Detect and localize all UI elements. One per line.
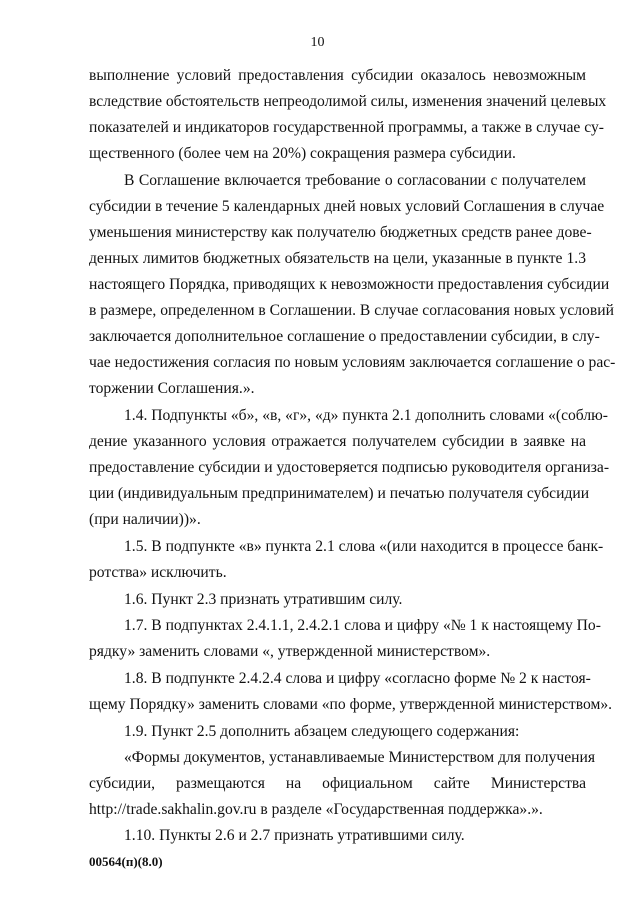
text-line: ротства» исключить. — [89, 564, 227, 581]
text-line: «Формы документов, устанавливаемые Министерством для получения — [124, 749, 595, 766]
text-line: дение указанного условия отражается получателем субсидии в заявке на — [89, 433, 586, 450]
text-line: http://trade.sakhalin.gov.ru в разделе «Государственная поддержка».». — [89, 801, 543, 818]
text-line: 1.9. Пункт 2.5 дополнить абзацем следующего содержания: — [124, 723, 520, 740]
document-code: 00564(п)(8.0) — [89, 854, 163, 869]
text-line: 1.4. Подпункты «б», «в, «г», «д» пункта 2.1 дополнить словами «(соблю- — [124, 407, 608, 424]
text-line: 1.8. В подпункте 2.4.2.4 слова и цифру «согласно форме № 2 к настоя- — [124, 670, 591, 687]
text-line: денных лимитов бюджетных обязательств на цели, указанные в пункте 1.3 — [89, 250, 586, 267]
text-line: настоящего Порядка, приводящих к невозможности предоставления субсидии — [89, 276, 610, 293]
text-line: чае недостижения согласия по новым условиям заключается соглашение о рас- — [89, 354, 616, 371]
text-line: 1.10. Пункты 2.6 и 2.7 признать утратившими силу. — [124, 827, 465, 844]
text-line: вследствие обстоятельств непреодолимой силы, изменения значений целевых — [89, 93, 607, 110]
text-line: уменьшения министерству как получателю бюджетных средств ранее дове- — [89, 224, 592, 241]
text-line: 1.6. Пункт 2.3 признать утратившим силу. — [124, 591, 403, 608]
text-line: субсидии, размещаются на официальном сайте Министерства — [89, 775, 586, 792]
text-line: в размере, определенном в Соглашении. В случае согласования новых условий — [89, 302, 614, 319]
text-line: 1.7. В подпунктах 2.4.1.1, 2.4.2.1 слова и цифру «№ 1 к настоящему По- — [124, 617, 601, 634]
text-line: ции (индивидуальным предпринимателем) и печатью получателя субсидии — [89, 485, 590, 502]
text-line: (при наличии))». — [89, 511, 201, 528]
text-line: В Соглашение включается требование о согласовании с получателем — [124, 172, 586, 189]
text-line: выполнение условий предоставления субсидии оказалось невозможным — [89, 67, 586, 84]
text-line: щественного (более чем на 20%) сокращения размера субсидии. — [89, 145, 516, 162]
text-line: рядку» заменить словами «, утвержденной министерством». — [89, 643, 491, 660]
text-line: торжении Соглашения.». — [89, 380, 255, 397]
text-line: 1.5. В подпункте «в» пункта 2.1 слова «(или находится в процессе банк- — [124, 538, 604, 555]
page-number: 10 — [310, 35, 325, 50]
text-line: показателей и индикаторов государственной программы, а также в случае су- — [89, 119, 604, 136]
text-line: субсидии в течение 5 календарных дней новых условий Соглашения в случае — [89, 198, 605, 215]
text-line: щему Порядку» заменить словами «по форме, утвержденной министерством». — [89, 696, 613, 713]
text-line: предоставление субсидии и удостоверяется подписью руководителя организа- — [89, 459, 610, 476]
text-line: заключается дополнительное соглашение о предоставлении субсидии, в слу- — [89, 328, 600, 345]
